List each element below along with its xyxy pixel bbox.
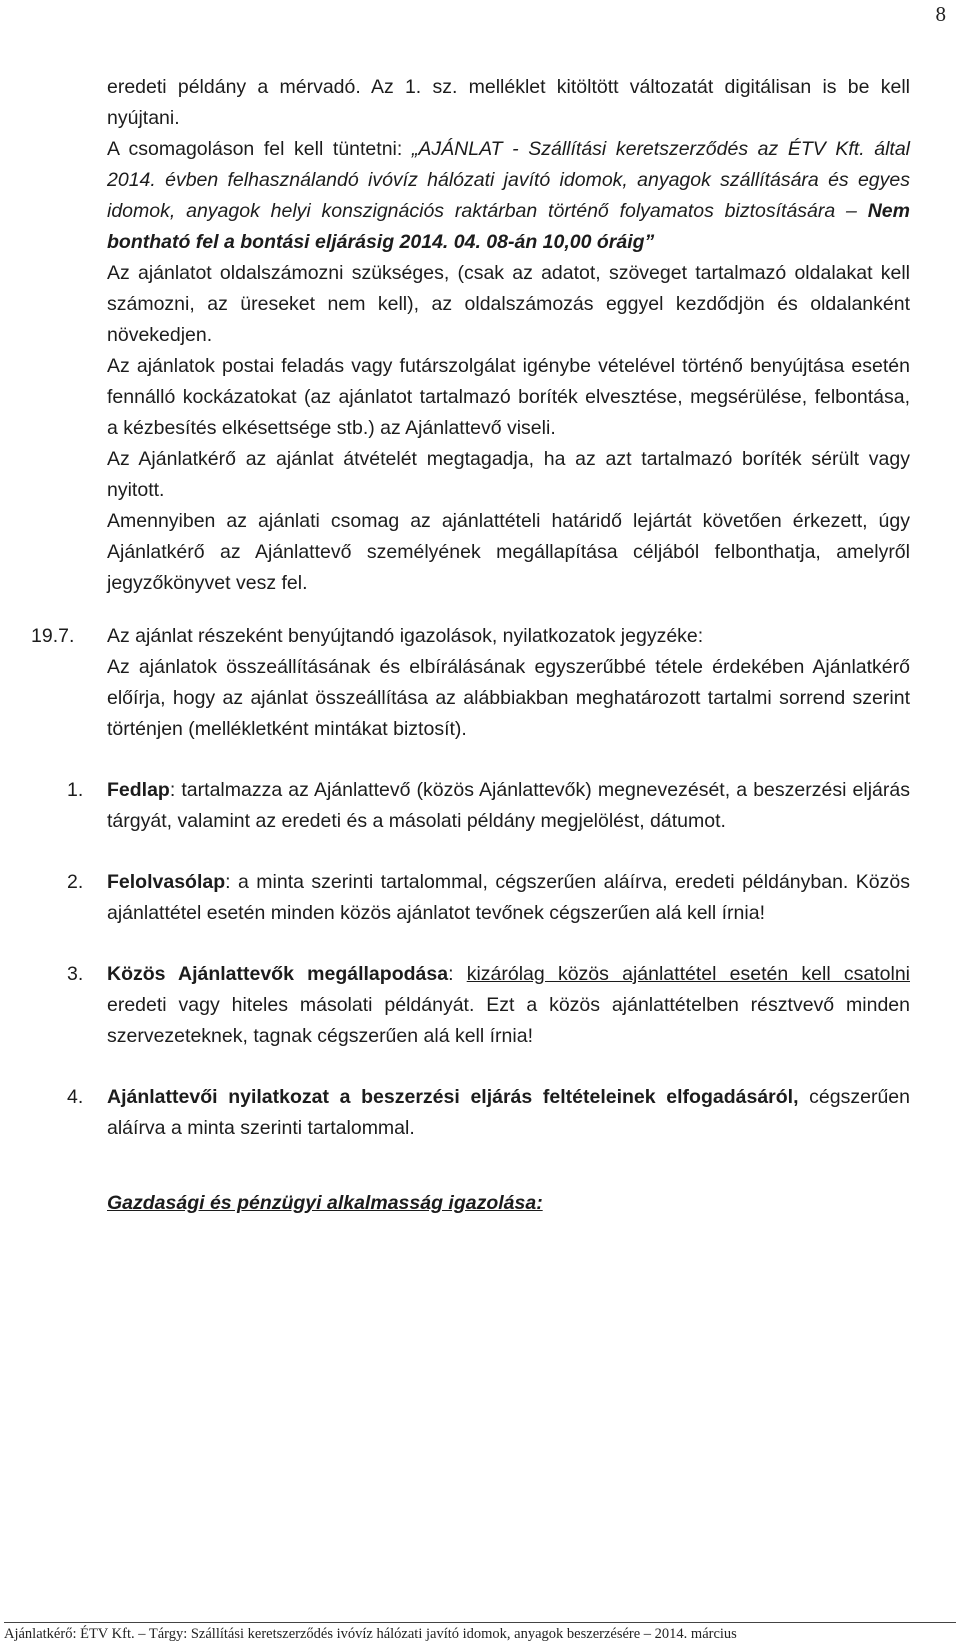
packaging-deadline: Nem bontható fel a bontási eljárásig 2014. 04. 08-án 10,00 óráig”	[107, 200, 910, 253]
list-item-underlined: kizárólag közös ajánlattétel esetén kell csatolni	[466, 963, 910, 985]
list-item-number: 4.	[67, 1086, 84, 1108]
intro-paragraph-2	[107, 134, 910, 258]
intro-paragraph-1: eredeti példány a mérvadó. Az 1. sz. melléklet kitöltött változatát digitálisan is be kell nyújtani.	[107, 76, 910, 129]
list-item-text: eredeti vagy hiteles másolati példányát. Ezt a közös ajánlattételben résztvevő minden szervezeteknek, tagnak cégszerűen alá kell írnia!	[107, 994, 910, 1047]
section-19-7	[31, 621, 910, 745]
intro-paragraph-4: Az ajánlatok postai feladás vagy futárszolgálat igénybe vételével történő benyújtása esetén fennálló kockázatokat (az ajánlatot tartalmazó boríték elvesztése, megsérülése, felbontása, a kézbesítés elkésettsége stb.) az Ajánlattevő viseli.	[107, 355, 910, 439]
list-item-1: 1. Fedlap: tartalmazza az Ajánlattevő (közös Ajánlattevők) megnevezését, a beszerzési eljárás tárgyát, valamint az eredeti és a másolati példány megjelölést, dátumot.	[107, 775, 910, 837]
list-item-2: 2. Felolvasólap: a minta szerinti tartalommal, cégszerűen aláírva, eredeti példányban. Közös ajánlattétel esetén minden közös ajánlatot tevőnek cégszerűen alá kell írnia!	[107, 867, 910, 929]
page-number: 8	[935, 2, 946, 26]
list-item-3: 3. Közös Ajánlattevők megállapodása: kizárólag közös ajánlattétel esetén kell csatolni eredeti vagy hiteles másolati példányát. Ezt a közös ajánlattételben résztvevő minden szervezeteknek, tagnak cégszerűen alá kell írnia!	[107, 959, 910, 1052]
list-item-text: cégszerűen aláírva a minta szerinti tartalommal.	[107, 1086, 910, 1139]
list-item-title: Fedlap	[107, 779, 170, 801]
list-item-title: Felolvasólap	[107, 871, 226, 893]
list-item-number: 2.	[67, 871, 84, 893]
list-item-text: a minta szerinti tartalommal, cégszerűen aláírva, eredeti példányban. Közös ajánlattétel esetén minden közös ajánlatot tevőnek cégszerűen alá kell írnia!	[107, 871, 910, 924]
document-body	[31, 72, 910, 1219]
intro-paragraph-5: Az Ajánlatkérő az ajánlat átvételét megtagadja, ha az azt tartalmazó boríték sérült vagy nyitott.	[107, 448, 910, 501]
finance-heading: Gazdasági és pénzügyi alkalmasság igazolása:	[107, 1192, 543, 1214]
section-number: 19.7.	[31, 625, 75, 647]
list-item-number: 3.	[67, 963, 84, 985]
list-item-title: Közös Ajánlattevők megállapodása	[107, 963, 449, 985]
list-item-title: Ajánlattevői nyilatkozat a beszerzési eljárás feltételeinek elfogadásáról,	[107, 1086, 799, 1108]
page-footer: Ajánlatkérő: ÉTV Kft. – Tárgy: Szállítási keretszerződés ivóvíz hálózati javító idomok, anyagok beszerzésére – 2014. március	[4, 1622, 956, 1643]
list-item-number: 1.	[67, 779, 84, 801]
packaging-text: „AJÁNLAT - Szállítási keretszerződés az ÉTV Kft. által 2014. évben felhasználandó ivóvíz hálózati javító idomok, anyagok szállítására és egyes idomok, anyagok helyi konszignációs raktárban történő folyamatos biztosítására –	[107, 138, 910, 222]
list-item-text: tartalmazza az Ajánlattevő (közös Ajánlattevők) megnevezését, a beszerzési eljárás tárgyát, valamint az eredeti és a másolati példány megjelölést, dátumot.	[107, 779, 910, 832]
section-body: Az ajánlatok összeállításának és elbírálásának egyszerűbbé tétele érdekében Ajánlatkérő előírja, hogy az ajánlat összeállítása az alábbiakban meghatározott tartalmi sorrend szerint történjen (mellékletként mintákat biztosít).	[107, 656, 910, 740]
packaging-label: A csomagoláson fel kell tüntetni:	[107, 138, 412, 160]
list-item-4	[67, 1082, 910, 1144]
intro-paragraph-3: Az ajánlatot oldalszámozni szükséges, (csak az adatot, szöveget tartalmazó oldalakat kell számozni, az üreseket nem kell), az oldalszámozás eggyel kezdődjön és oldalanként növekedjen.	[107, 262, 910, 346]
section-heading: Az ajánlat részeként benyújtandó igazolások, nyilatkozatok jegyzéke:	[107, 625, 704, 647]
intro-paragraph-6: Amennyiben az ajánlati csomag az ajánlattételi határidő lejártát követően érkezett, úgy Ajánlatkérő az Ajánlattevő személyének megállapítása céljából felbonthatja, amelyről jegyzőkönyvet vesz fel.	[107, 510, 910, 594]
